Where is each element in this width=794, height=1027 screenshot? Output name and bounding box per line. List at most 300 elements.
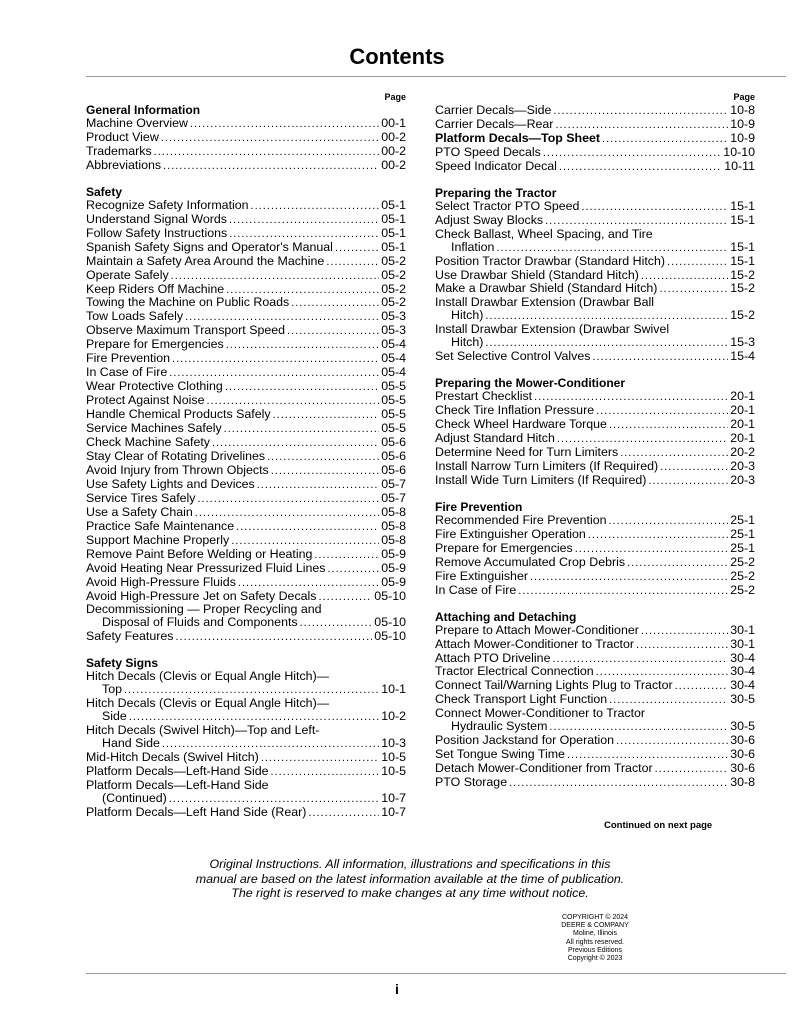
toc-entry-text: Platform Decals—Left-Hand Side	[86, 763, 269, 778]
toc-entry-page: 05-1	[381, 211, 406, 226]
toc-entry	[435, 160, 755, 174]
page-column-header: Page	[733, 92, 755, 102]
toc-entry	[435, 460, 755, 474]
toc-entry	[86, 492, 406, 506]
toc-entry-page: 15-1	[730, 212, 755, 227]
toc-entry	[86, 408, 406, 422]
toc-entry-page: 15-1	[730, 198, 755, 213]
dot-leader	[300, 617, 373, 630]
toc-entry	[435, 214, 755, 228]
toc-entry-page: 10-10	[723, 144, 755, 159]
toc-entry-page: 10-2	[381, 709, 406, 724]
dot-leader	[509, 777, 728, 790]
toc-entry	[435, 282, 755, 296]
toc-entry-text: Wear Protective Clothing	[86, 379, 223, 394]
toc-entry-text: Maintain a Safety Area Around the Machine	[86, 253, 325, 268]
toc-entry	[86, 310, 406, 324]
toc-entry-text: Prepare for Emergencies	[435, 540, 573, 555]
toc-entry-page: 25-2	[730, 568, 755, 583]
toc-entry-page: 05-4	[381, 365, 406, 380]
toc-entry-text: Handle Chemical Products Safely	[86, 407, 271, 422]
section-heading: Preparing the Tractor	[435, 185, 557, 200]
toc-entry	[435, 762, 755, 776]
section-heading: Fire Prevention	[435, 499, 523, 514]
toc-entry-text: Use Safety Lights and Devices	[86, 476, 255, 491]
toc-entry-text: Mid-Hitch Decals (Swivel Hitch)	[86, 750, 259, 765]
dot-leader	[171, 270, 380, 283]
toc-entry-page: 00-2	[381, 143, 406, 158]
dot-leader	[314, 549, 379, 562]
dot-leader	[609, 419, 728, 432]
toc-entry	[435, 146, 755, 160]
dot-leader	[616, 735, 728, 748]
toc-entry	[86, 806, 406, 820]
toc-entry-page: 05-3	[381, 309, 406, 324]
toc-entry	[86, 576, 406, 590]
toc-entry-text: Hitch Decals (Clevis or Equal Angle Hitch)—	[86, 669, 330, 684]
dot-leader	[575, 543, 728, 556]
toc-entry	[86, 506, 406, 520]
copyright-block	[545, 914, 645, 963]
toc-section	[86, 104, 406, 173]
toc-entry-page: 20-1	[730, 389, 755, 404]
dot-leader	[287, 325, 379, 338]
dot-leader	[559, 161, 722, 174]
toc-entry	[86, 751, 406, 765]
toc-entry-page: 10-7	[381, 804, 406, 819]
toc-entry-page: 25-1	[730, 526, 755, 541]
toc-entry	[86, 464, 406, 478]
toc-entry-text: Set Tongue Swing Time	[435, 747, 565, 762]
toc-entry-page: 00-2	[381, 157, 406, 172]
toc-entry-text: Side	[102, 709, 127, 724]
toc-entry-text: Carrier Decals—Rear	[435, 116, 554, 131]
toc-entry-page: 10-9	[730, 130, 755, 145]
toc-entry-text: Avoid High-Pressure Fluids	[86, 574, 236, 589]
toc-entry-text: Tow Loads Safely	[86, 309, 184, 324]
toc-entry-text: Install Wide Turn Limiters (If Required)	[435, 472, 647, 487]
dot-leader	[225, 381, 379, 394]
toc-entry-text: Hand Side	[102, 736, 160, 751]
toc-entry-text: Service Tires Safely	[86, 490, 196, 505]
toc-entry-page: 20-3	[730, 472, 755, 487]
toc-entry-page: 30-1	[730, 636, 755, 651]
toc-entry	[86, 683, 406, 697]
toc-entry-page: 30-6	[730, 761, 755, 776]
toc-entry	[435, 104, 755, 118]
toc-entry-text: Platform Decals—Left Hand Side (Rear)	[86, 804, 307, 819]
toc-entry-page: 05-5	[381, 393, 406, 408]
toc-entry	[86, 213, 406, 227]
toc-entry-page: 05-1	[381, 225, 406, 240]
dot-leader	[555, 119, 728, 132]
dot-leader	[659, 283, 728, 296]
toc-entry	[435, 776, 755, 790]
toc-entry-page: 25-2	[730, 554, 755, 569]
toc-entry	[435, 624, 755, 638]
continued-note: Continued on next page	[604, 820, 713, 831]
toc-entry-page: 15-4	[730, 349, 755, 364]
toc-entry	[86, 269, 406, 283]
toc-entry-text: Adjust Sway Blocks	[435, 212, 544, 227]
toc-entry-page: 30-8	[730, 775, 755, 790]
toc-entry-page: 05-1	[381, 239, 406, 254]
dot-leader	[545, 215, 728, 228]
toc-entry-page: 05-1	[381, 197, 406, 212]
toc-entry	[435, 474, 755, 488]
toc-entry-text: Spanish Safety Signs and Operator's Manual	[86, 239, 333, 254]
copyright-line: DEERE & COMPANY	[561, 922, 629, 930]
toc-entry-page: 20-1	[730, 403, 755, 418]
dot-leader	[602, 133, 728, 146]
dot-leader	[655, 763, 729, 776]
toc-entry-text: Position Tractor Drawbar (Standard Hitch)	[435, 253, 666, 268]
toc-entry	[86, 366, 406, 380]
toc-entry-page: 30-1	[730, 622, 755, 637]
toc-entry	[86, 255, 406, 269]
toc-entry-page: 05-5	[381, 407, 406, 422]
toc-entry-text: Protect Against Noise	[86, 393, 205, 408]
toc-entry-page: 05-10	[374, 588, 406, 603]
dot-leader	[154, 146, 380, 159]
toc-entry-text: Keep Riders Off Machine	[86, 281, 225, 296]
toc-entry	[86, 562, 406, 576]
toc-section	[435, 104, 755, 174]
toc-entry	[435, 336, 755, 350]
toc-entry-page: 10-1	[381, 682, 406, 697]
dot-leader	[190, 118, 379, 131]
dot-leader	[271, 465, 379, 478]
toc-entry	[435, 514, 755, 528]
dot-leader	[675, 680, 729, 693]
toc-entry-text: Platform Decals—Top Sheet	[435, 130, 601, 145]
toc-entry-page: 20-3	[730, 458, 755, 473]
toc-entry-page: 25-2	[730, 582, 755, 597]
toc-entry-text: Top	[102, 682, 122, 697]
toc-entry-page: 05-9	[381, 546, 406, 561]
toc-section	[86, 657, 406, 819]
toc-entry-text: Inflation	[451, 239, 495, 254]
dot-leader	[273, 409, 380, 422]
toc-entry	[435, 665, 755, 679]
toc-entry-page: 10-3	[381, 736, 406, 751]
toc-entry-page: 20-1	[730, 417, 755, 432]
toc-entry-page: 05-3	[381, 323, 406, 338]
dot-leader	[543, 147, 721, 160]
toc-entry-page: 15-1	[730, 239, 755, 254]
toc-entry-text: Tractor Electrical Connection	[435, 664, 594, 679]
dot-leader	[308, 807, 379, 820]
dot-leader	[257, 479, 379, 492]
dot-leader	[553, 105, 728, 118]
toc-entry-text: Use a Safety Chain	[86, 504, 193, 519]
toc-entry	[86, 548, 406, 562]
toc-entry-text: Recognize Safety Information	[86, 197, 249, 212]
section-heading: Safety	[86, 184, 123, 199]
toc-entry	[435, 720, 755, 734]
toc-section	[435, 501, 755, 598]
dot-leader	[291, 297, 379, 310]
toc-entry-text: Fire Prevention	[86, 351, 171, 366]
toc-entry-text: Check Tire Inflation Pressure	[435, 403, 595, 418]
dot-leader	[161, 132, 379, 145]
toc-entry-page: 05-7	[381, 476, 406, 491]
dot-leader	[163, 160, 379, 173]
toc-entry-page: 25-1	[730, 540, 755, 555]
toc-entry-page: 05-9	[381, 560, 406, 575]
toc-left-sections	[86, 104, 406, 820]
toc-entry	[86, 131, 406, 145]
bottom-rule	[86, 973, 786, 974]
toc-entry-text: Abbreviations	[86, 157, 162, 172]
toc-entry	[86, 338, 406, 352]
section-heading: Preparing the Mower-Conditioner	[435, 376, 626, 391]
toc-entry	[86, 630, 406, 644]
toc-entry	[435, 432, 755, 446]
toc-entry	[86, 616, 406, 630]
toc-entry-text: Hitch Decals (Clevis or Equal Angle Hitch)—	[86, 696, 330, 711]
toc-entry-page: 10-8	[730, 103, 755, 117]
toc-entry	[435, 446, 755, 460]
toc-entry	[435, 652, 755, 666]
dot-leader	[327, 563, 379, 576]
toc-entry	[86, 792, 406, 806]
toc-entry-text: Speed Indicator Decal	[435, 158, 557, 173]
toc-entry	[435, 556, 755, 570]
dot-leader	[169, 793, 379, 806]
toc-entry	[86, 241, 406, 255]
toc-entry-page: 10-9	[730, 116, 755, 131]
toc-entry-text: In Case of Fire	[435, 582, 517, 597]
toc-entry-page: 05-6	[381, 448, 406, 463]
dot-leader	[660, 461, 728, 474]
toc-entry-text: Determine Need for Turn Limiters	[435, 445, 619, 460]
toc-entry	[86, 478, 406, 492]
dot-leader	[596, 405, 728, 418]
dot-leader	[641, 625, 728, 638]
toc-entry-page: 05-2	[381, 281, 406, 296]
toc-entry-text: Avoid Heating Near Pressurized Fluid Lines	[86, 560, 326, 575]
toc-entry	[435, 418, 755, 432]
toc-entry-page: 30-4	[730, 664, 755, 679]
toc-left-column	[86, 90, 406, 820]
toc-entry-text: Check Wheel Hardware Torque	[435, 417, 607, 432]
toc-entry-text: Recommended Fire Prevention	[435, 512, 607, 527]
toc-entry-text: Make a Drawbar Shield (Standard Hitch)	[435, 281, 658, 296]
dot-leader	[224, 423, 380, 436]
dot-leader	[648, 475, 728, 488]
toc-entry-page: 30-5	[730, 692, 755, 707]
toc-entry-text: Product View	[86, 129, 159, 144]
toc-entry	[435, 241, 755, 255]
section-heading: General Information	[86, 103, 201, 117]
toc-entry-text: Hitch Decals (Swivel Hitch)—Top and Left-	[86, 723, 320, 738]
toc-entry	[86, 199, 406, 213]
toc-entry-page: 05-8	[381, 532, 406, 547]
toc-entry	[86, 227, 406, 241]
toc-entry-page: 00-2	[381, 129, 406, 144]
toc-entry-text: Stay Clear of Rotating Drivelines	[86, 448, 266, 463]
section-heading: Attaching and Detaching	[435, 609, 577, 624]
toc-entry	[435, 404, 755, 418]
toc-entry-text: Machine Overview	[86, 116, 188, 130]
toc-entry-page: 10-5	[381, 763, 406, 778]
toc-entry-page: 05-5	[381, 379, 406, 394]
toc-entry-text: PTO Storage	[435, 775, 508, 790]
toc-entry-page: 05-2	[381, 253, 406, 268]
page-column-header: Page	[384, 92, 406, 102]
dot-leader	[335, 242, 379, 255]
toc-entry-text: Install Drawbar Extension (Drawbar Swivel	[435, 322, 670, 337]
toc-entry-text: Operate Safely	[86, 267, 169, 282]
dot-leader	[261, 752, 379, 765]
toc-entry-page: 05-10	[374, 629, 406, 644]
toc-entry-text: Practice Safe Maintenance	[86, 518, 235, 533]
toc-entry	[435, 118, 755, 132]
toc-entry-text: Avoid High-Pressure Jet on Safety Decals	[86, 588, 317, 603]
copyright-line: All rights reserved.	[566, 938, 624, 946]
toc-entry-page: 05-7	[381, 490, 406, 505]
toc-entry-page: 00-1	[381, 116, 406, 130]
toc-entry	[86, 765, 406, 779]
toc-entry-page: 10-5	[381, 750, 406, 765]
toc-entry	[435, 570, 755, 584]
toc-entry-text: Carrier Decals—Side	[435, 103, 552, 117]
toc-section	[435, 611, 755, 790]
dot-leader	[271, 766, 380, 779]
toc-entry-text: Use Drawbar Shield (Standard Hitch)	[435, 267, 639, 282]
toc-entry-page: 05-5	[381, 421, 406, 436]
dot-leader	[229, 214, 379, 227]
dot-leader	[530, 571, 728, 584]
dot-leader	[226, 339, 379, 352]
toc-entry-page: 15-2	[730, 267, 755, 282]
page-title: Contents	[349, 44, 445, 69]
toc-entry-text: Remove Paint Before Welding or Heating	[86, 546, 313, 561]
toc-entry-text: Detach Mower-Conditioner from Tractor	[435, 761, 653, 776]
toc-entry-text: Fire Extinguisher	[435, 568, 528, 583]
toc-entry-text: Towing the Machine on Public Roads	[86, 295, 290, 310]
toc-entry-text: Attach Mower-Conditioner to Tractor	[435, 636, 635, 651]
toc-entry-page: 10-11	[724, 158, 755, 173]
footnote-line: manual are based on the latest information available at the time of publication.	[195, 871, 625, 886]
toc-entry-page: 15-3	[730, 335, 755, 350]
toc-entry-text: Safety Features	[86, 629, 174, 644]
toc-entry-page: 05-2	[381, 267, 406, 282]
toc-entry	[86, 159, 406, 173]
toc-entry	[435, 693, 755, 707]
dot-leader	[236, 521, 379, 534]
toc-entry	[86, 352, 406, 366]
toc-entry	[435, 132, 755, 146]
toc-entry-text: Observe Maximum Transport Speed	[86, 323, 286, 338]
dot-leader	[172, 353, 379, 366]
dot-leader	[251, 200, 380, 213]
toc-entry-text: Adjust Standard Hitch	[435, 431, 555, 446]
toc-entry-page: 15-1	[730, 253, 755, 268]
toc-entry-page: 05-9	[381, 574, 406, 589]
toc-entry	[86, 324, 406, 338]
toc-entry	[435, 638, 755, 652]
footnote-line: Original Instructions. All information, illustrations and specifications in this	[209, 857, 611, 871]
toc-entry	[435, 200, 755, 214]
toc-entry-text: Avoid Injury from Thrown Objects	[86, 462, 269, 477]
toc-entry-page: 15-2	[730, 281, 755, 296]
toc-entry-page: 20-2	[730, 445, 755, 460]
dot-leader	[627, 557, 728, 570]
toc-entry-text: Check Transport Light Function	[435, 692, 608, 707]
toc-entry	[86, 710, 406, 724]
dot-leader	[581, 201, 728, 214]
toc-right-column	[435, 90, 755, 790]
copyright-line: Previous Editions	[567, 946, 623, 954]
toc-section	[435, 377, 755, 488]
toc-entry-page: 05-8	[381, 518, 406, 533]
toc-entry-page: 15-2	[730, 308, 755, 323]
toc-entry-text: Position Jackstand for Operation	[435, 733, 615, 748]
toc-entry-text: Install Narrow Turn Limiters (If Required)	[435, 458, 659, 473]
dot-leader	[667, 256, 728, 269]
toc-entry	[435, 584, 755, 598]
toc-entry-text: Service Machines Safely	[86, 421, 222, 436]
toc-entry-page: 05-10	[374, 615, 406, 630]
toc-entry-text: Platform Decals—Left-Hand Side	[86, 777, 269, 792]
toc-entry-text: PTO Speed Decals	[435, 144, 541, 159]
toc-entry-text: Trademarks	[86, 143, 152, 158]
dot-leader	[636, 639, 728, 652]
toc-entry-page: 30-6	[730, 747, 755, 762]
toc-entry-text: In Case of Fire	[86, 365, 168, 380]
toc-entry	[86, 436, 406, 450]
toc-entry-page: 05-6	[381, 462, 406, 477]
toc-entry-page: 25-1	[730, 512, 755, 527]
toc-entry	[86, 380, 406, 394]
toc-entry-text: Follow Safety Instructions	[86, 225, 228, 240]
toc-entry-page: 05-4	[381, 337, 406, 352]
dot-leader	[496, 242, 728, 255]
toc-entry-text: Hydraulic System	[451, 719, 548, 734]
toc-entry-page: 05-4	[381, 351, 406, 366]
toc-entry-text: Prepare for Emergencies	[86, 337, 224, 352]
toc-entry-text: Select Tractor PTO Speed	[435, 198, 580, 213]
toc-section	[86, 186, 406, 645]
toc-entry	[435, 748, 755, 762]
dot-leader	[195, 507, 379, 520]
toc-right-sections	[435, 104, 755, 790]
toc-entry-text: Check Machine Safety	[86, 435, 210, 450]
toc-entry-text: Decommissioning — Proper Recycling and	[86, 602, 322, 617]
toc-entry-text: Remove Accumulated Crop Debris	[435, 554, 626, 569]
toc-entry	[435, 734, 755, 748]
toc-entry-page: 05-8	[381, 504, 406, 519]
section-heading: Safety Signs	[86, 656, 159, 671]
toc-entry	[435, 269, 755, 283]
original-instructions-note	[160, 857, 660, 901]
toc-entry	[86, 117, 406, 131]
toc-entry-text: Set Selective Control Valves	[435, 349, 591, 364]
dot-leader	[231, 535, 379, 548]
copyright-line: Copyright © 2023	[567, 955, 623, 963]
dot-leader	[267, 451, 379, 464]
dot-leader	[592, 351, 728, 364]
dot-leader	[198, 493, 380, 506]
toc-entry-text: Connect Mower-Conditioner to Tractor	[435, 706, 646, 721]
toc-entry	[86, 520, 406, 534]
toc-entry	[86, 394, 406, 408]
dot-leader	[326, 256, 379, 269]
toc-entry	[86, 534, 406, 548]
toc-entry	[86, 145, 406, 159]
